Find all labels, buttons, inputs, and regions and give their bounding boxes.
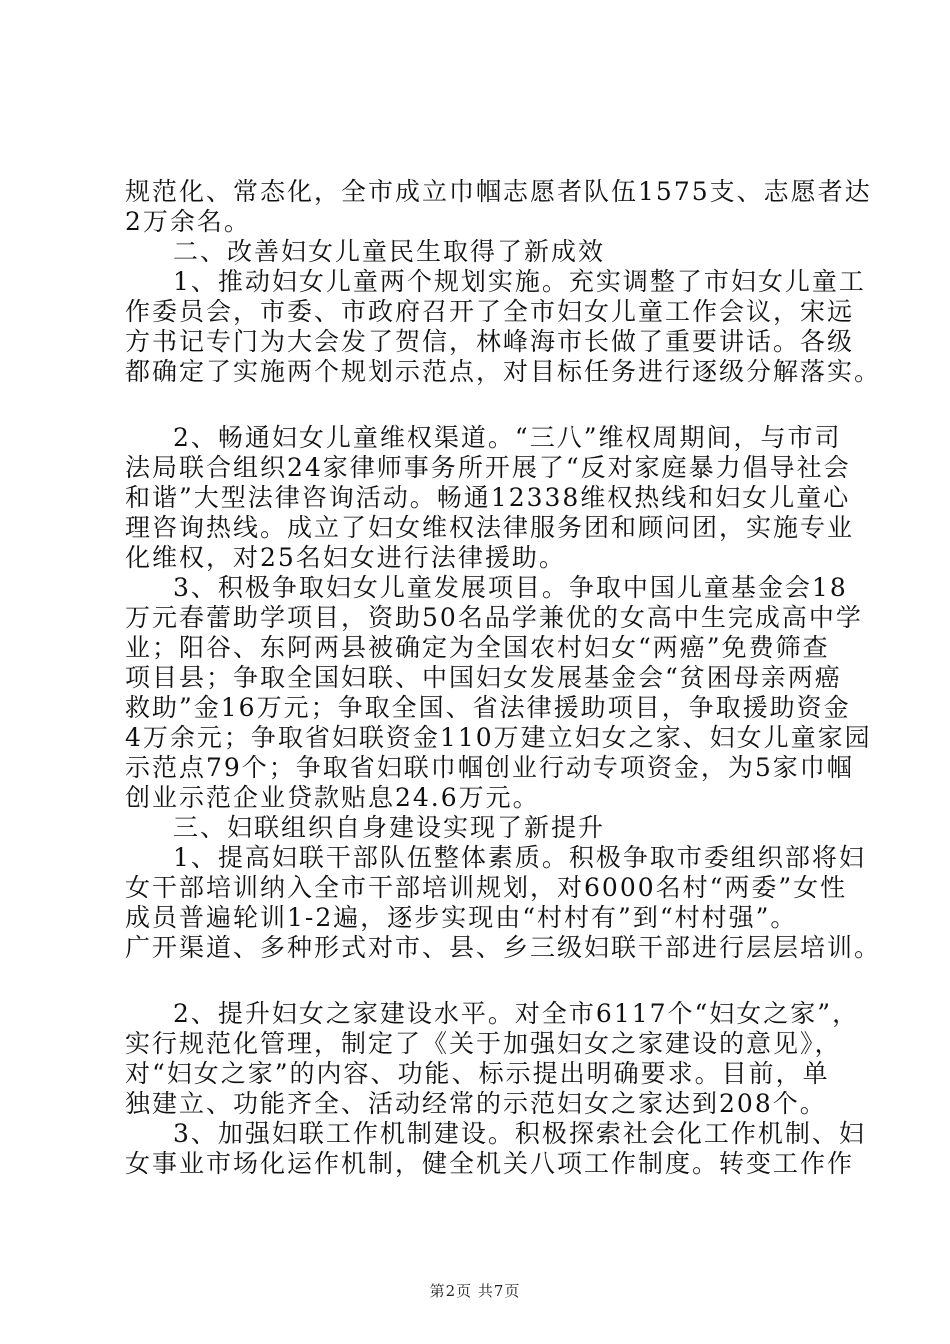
text-line: 女干部培训纳入全市干部培训规划，对6000名村“两委”女性 [125,873,848,902]
text-line: 理咨询热线。成立了妇女维权法律服务团和顾问团，实施专业 [125,513,855,542]
text-line: 独建立、功能齐全、活动经常的示范妇女之家达到208个。 [125,1089,827,1118]
text-line: 方书记专门为大会发了贺信，林峰海市长做了重要讲话。各级 [125,327,855,356]
page-number-footer: 第2页 共7页 [429,1282,521,1300]
text-line: 万元春蕾助学项目，资助50名品学兼优的女高中生完成高中学 [125,603,863,632]
text-line: 创业示范企业贷款贴息24.6万元。 [125,783,540,812]
text-line: 女事业市场化运作机制，健全机关八项工作制度。转变工作作 [125,1149,855,1178]
text-line: 1、提高妇联干部队伍整体素质。积极争取市委组织部将妇 [173,843,866,872]
text-line: 示范点79个；争取省妇联巾帼创业行动专项资金，为5家巾帼 [125,753,854,782]
text-line: 对“妇女之家”的内容、功能、标示提出明确要求。目前，单 [125,1059,830,1088]
text-line: 规范化、常态化，全市成立巾帼志愿者队伍1575支、志愿者达 [125,177,872,206]
section-heading: 二、改善妇女儿童民生取得了新成效 [173,237,606,266]
text-line: 3、加强妇联工作机制建设。积极探索社会化工作机制、妇 [173,1119,866,1148]
text-line: 2、提升妇女之家建设水平。对全市6117个“妇女之家”， [173,999,860,1028]
section-heading: 三、妇联组织自身建设实现了新提升 [173,813,606,842]
text-line: 成员普遍轮训1-2遍，逐步实现由“村村有”到“村村强”。 [125,903,798,932]
text-line: 1、推动妇女儿童两个规划实施。充实调整了市妇女儿童工 [173,267,866,296]
text-line: 和谐”大型法律咨询活动。畅通12338维权热线和妇女儿童心 [125,483,851,512]
text-line: 3、积极争取妇女儿童发展项目。争取中国儿童基金会18 [173,573,848,602]
text-line: 2万余名。 [125,207,251,236]
text-line: 都确定了实施两个规划示范点，对目标任务进行逐级分解落实。 [125,357,882,386]
text-line: 2、畅通妇女儿童维权渠道。“三八”维权周期间，与市司 [173,423,842,452]
text-line: 救助”金16万元；争取全国、省法律援助项目，争取援助资金 [125,693,851,722]
text-line: 广开渠道、多种形式对市、县、乡三级妇联干部进行层层培训。 [125,933,882,962]
text-line: 法局联合组织24家律师事务所开展了“反对家庭暴力倡导社会 [125,453,851,482]
text-line: 实行规范化管理，制定了《关于加强妇女之家建设的意见》， [125,1029,842,1058]
text-line: 化维权，对25名妇女进行法律援助。 [125,543,566,572]
text-line: 业；阳谷、东阿两县被确定为全国农村妇女“两癌”免费筛查 [125,633,830,662]
text-line: 4万余元；争取省妇联资金110万建立妇女之家、妇女儿童家园 [125,723,872,752]
text-line: 项目县；争取全国妇联、中国妇女发展基金会“贫困母亲两癌 [125,663,842,692]
text-line: 作委员会，市委、市政府召开了全市妇女儿童工作会议，宋远 [125,297,855,326]
